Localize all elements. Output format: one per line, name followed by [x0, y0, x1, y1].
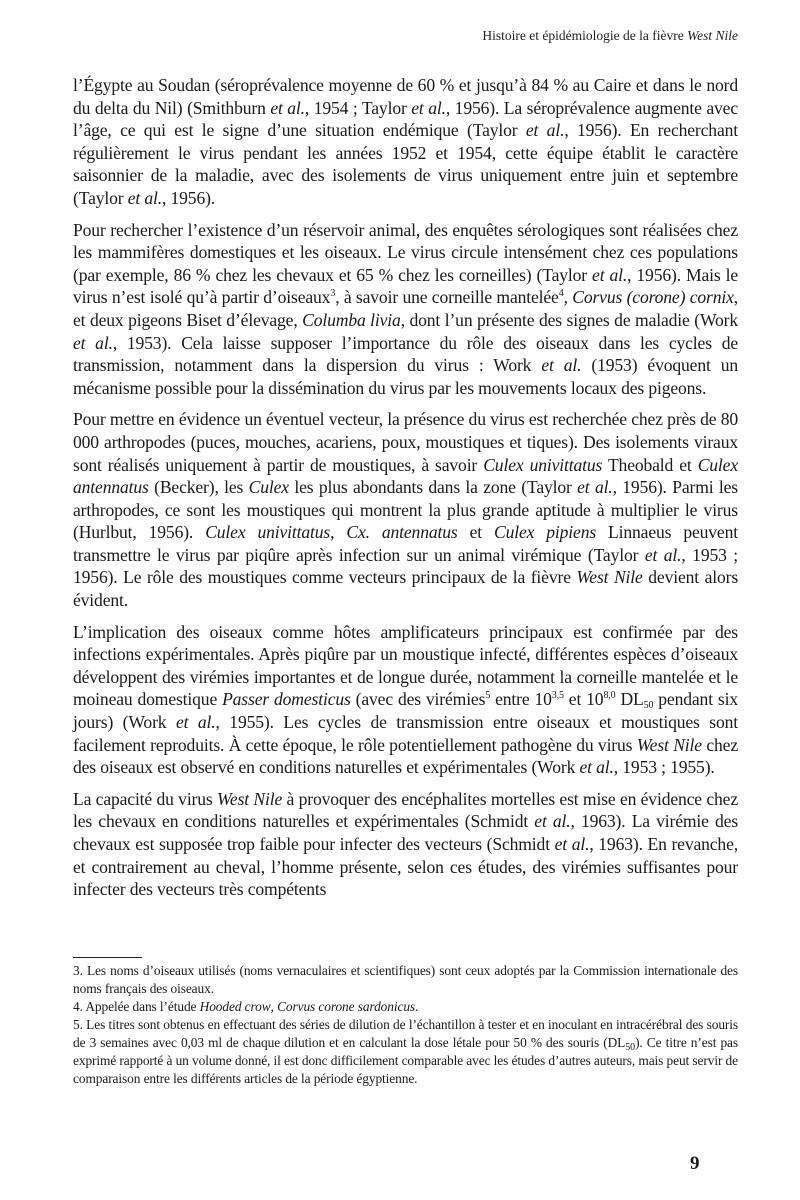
running-head-italic: West Nile	[687, 28, 738, 43]
text-run: , 1963). La virémie des chevaux est supposée trop faible pour infecter des vecteurs (Schmidt	[73, 811, 739, 854]
superscript: 3	[330, 288, 336, 300]
text-run: , 1963). En revanche, et contrairement au cheval, l’homme présente, selon ces études, des virémies suffisantes pour infecter des vecteurs très compétents	[73, 834, 738, 900]
text-run: pendant six jours) (Work	[73, 689, 738, 733]
italic-run: Culex univittatus	[205, 522, 331, 543]
italic-run: Culex pipiens	[493, 522, 597, 543]
italic-run: Corvus corone sardonicus	[277, 999, 416, 1014]
text-run: et 10	[563, 689, 604, 710]
italic-run: et al.	[411, 97, 446, 118]
text-run: , 1956). Mais le virus n’est isolé qu’à partir d’oiseaux	[73, 264, 738, 308]
text-run: ). Ce titre n’est pas exprimé rapporté à un volume donné, il est donc difficilement comparable avec les études d’autres auteurs, mais peut servir de comparaison entre les différents articles de la période égyptienne.	[73, 1035, 739, 1086]
body-text	[73, 74, 738, 910]
paragraph	[73, 621, 738, 779]
text-run: (avec des virémies	[350, 689, 486, 710]
subscript: 50	[625, 1042, 636, 1053]
footnote	[73, 1016, 738, 1088]
italic-run: et al.	[592, 264, 628, 285]
italic-run: West Nile	[217, 788, 283, 809]
italic-run: et al.	[644, 544, 682, 565]
italic-run: et al.	[541, 355, 582, 376]
italic-run: et al.	[577, 477, 613, 498]
italic-run: Hooded crow	[199, 999, 271, 1014]
subscript: 50	[643, 700, 654, 712]
text-run: , 1955). Les cycles de transmission entre oiseaux et moustiques sont facilement reproduits. À cette époque, le rôle potentiellement pathogène du virus	[73, 712, 738, 755]
text-run: Pour mettre en évidence un éventuel vecteur, la présence du virus est recherchée chez près de 80 000 arthropodes (puces, mouches, acariens, poux, moustiques et tiques). Des isolements viraux sont réalisés uniquement à partir de moustiques, à savoir	[73, 409, 738, 475]
italic-run: et al.	[534, 811, 571, 832]
footnote	[73, 962, 738, 998]
footnote-separator	[73, 957, 142, 958]
text-run: , et deux pigeons Biset d’élevage,	[73, 287, 739, 330]
text-run: .	[415, 999, 419, 1014]
text-run: l’Égypte au Soudan (séroprévalence moyenne de 60 % et jusqu’à 84 % au Caire et dans le nord du delta du Nil) (Smithburn	[73, 75, 738, 118]
superscript: 4	[558, 288, 564, 300]
running-head-text: Histoire et épidémiologie de la fièvre	[482, 28, 688, 43]
superscript: 8,0	[603, 690, 616, 702]
footnotes	[73, 962, 738, 1088]
italic-run: et al.	[175, 712, 216, 733]
italic-run: et al.	[579, 757, 614, 778]
paragraph	[73, 74, 738, 210]
text-run: , 1956). En recherchant régulièrement le virus pendant les années 1952 et 1954, cette équipe établit le caractère saisonnier de la maladie, avec des isolements de virus uniquement entre juin et septembre (Taylor	[73, 120, 738, 208]
italic-run: Culex antennatus	[73, 454, 738, 498]
paragraph	[73, 788, 738, 901]
text-run: , 1954 ; Taylor	[304, 97, 412, 118]
page-number: 9	[690, 1153, 700, 1174]
footnote	[73, 998, 738, 1016]
text-run: , à savoir une corneille mantelée	[335, 287, 559, 308]
text-run: 3. Les noms d’oiseaux utilisés (noms vernaculaires et scientifiques) sont ceux adoptés par la Commission internationale des noms français des oiseaux.	[73, 963, 738, 996]
paragraph	[73, 408, 738, 611]
text-run: et	[457, 522, 494, 543]
italic-run: Passer domesticus	[222, 689, 351, 710]
text-run: , 1956). Parmi les arthropodes, ce sont les moustiques qui montrent la plus grande aptitude à multiplier le virus (Hurlbut, 1956).	[73, 477, 738, 543]
italic-run: et al.	[270, 97, 305, 118]
text-run: , 1953). Cela laisse supposer l’importance du rôle des oiseaux dans les cycles de transmission, notamment dans la dispersion du virus : Work	[73, 332, 739, 376]
italic-run: Culex univittatus	[483, 454, 603, 475]
text-run: entre 10	[490, 689, 552, 710]
italic-run: et al.	[73, 332, 113, 353]
text-run: les plus abondants dans la zone (Taylor	[288, 477, 578, 498]
superscript: 3,5	[551, 690, 564, 702]
text-run: ,	[270, 999, 278, 1014]
paragraph	[73, 219, 738, 400]
running-head	[482, 28, 738, 44]
text-run: L’implication des oiseaux comme hôtes amplificateurs principaux est confirmée par des infections expérimentales. Après piqûre par un moustique infecté, différentes espèces d’oiseaux développent des virémies importantes et de longue durée, notamment la corneille mantelée et le moineau domestique	[73, 621, 738, 710]
text-run: Theobald et	[602, 454, 698, 475]
text-run: , 1953 ; 1955).	[613, 757, 715, 778]
text-run: (Becker), les	[148, 477, 249, 498]
text-run: (1953) évoquent un mécanisme possible pour la dissémination du virus par les mouvements locaux des pigeons.	[73, 355, 739, 398]
italic-run: et al.	[127, 187, 163, 208]
italic-run: Corvus (corone) cornix	[572, 287, 734, 308]
text-run: Pour rechercher l’existence d’un réservoir animal, des enquêtes sérologiques sont réalisées chez les mammifères domestiques et les oiseaux. Le virus circule intensément chez ces populations (par exemple, 86 % chez les chevaux et 65 % chez les corneilles) (Taylor	[73, 219, 738, 285]
italic-run: Cx. antennatus	[346, 522, 458, 543]
italic-run: Columba livia	[302, 309, 401, 330]
text-run: à provoquer des encéphalites mortelles est mise en évidence chez les chevaux en conditions naturelles et expérimentales (Schmidt	[73, 788, 738, 832]
italic-run: West Nile	[636, 734, 702, 755]
text-run: 5. Les titres sont obtenus en effectuant des séries de dilution de l’échantillon à tester et en inoculant en intracérébral des souris de 3 semaines avec 0,03 ml de chaque dilution et en calculant la dose létale pour 50 % des souris (DL	[73, 1017, 738, 1050]
text-run: , 1956).	[162, 187, 216, 208]
italic-run: et al.	[554, 834, 590, 854]
text-run: Linnaeus peuvent transmettre le virus par piqûre après infection sur un animal virémique (Taylor	[73, 522, 738, 565]
text-run: , 1956). La séroprévalence augmente avec l’âge, ce qui est le signe d’une situation endémique (Taylor	[73, 97, 738, 141]
superscript: 5	[485, 690, 491, 702]
text-run: devient alors évident.	[73, 567, 739, 611]
text-run: , 1953 ; 1956). Le rôle des moustiques comme vecteurs principaux de la fièvre	[73, 544, 739, 588]
text-run: , dont l’un présente des signes de maladie (Work	[400, 309, 738, 330]
italic-run: et al.	[525, 120, 565, 141]
text-run: DL	[615, 689, 644, 710]
text-run: chez des oiseaux est observé en conditions naturelles et expérimentales (Work	[73, 734, 738, 778]
italic-run: Culex	[248, 477, 289, 498]
italic-run: West Nile	[576, 567, 643, 588]
text-run: ,	[330, 522, 347, 543]
text-run: 4. Appelée dans l’étude	[73, 999, 200, 1014]
text-run: La capacité du virus	[73, 788, 218, 809]
text-run: ,	[563, 287, 573, 308]
